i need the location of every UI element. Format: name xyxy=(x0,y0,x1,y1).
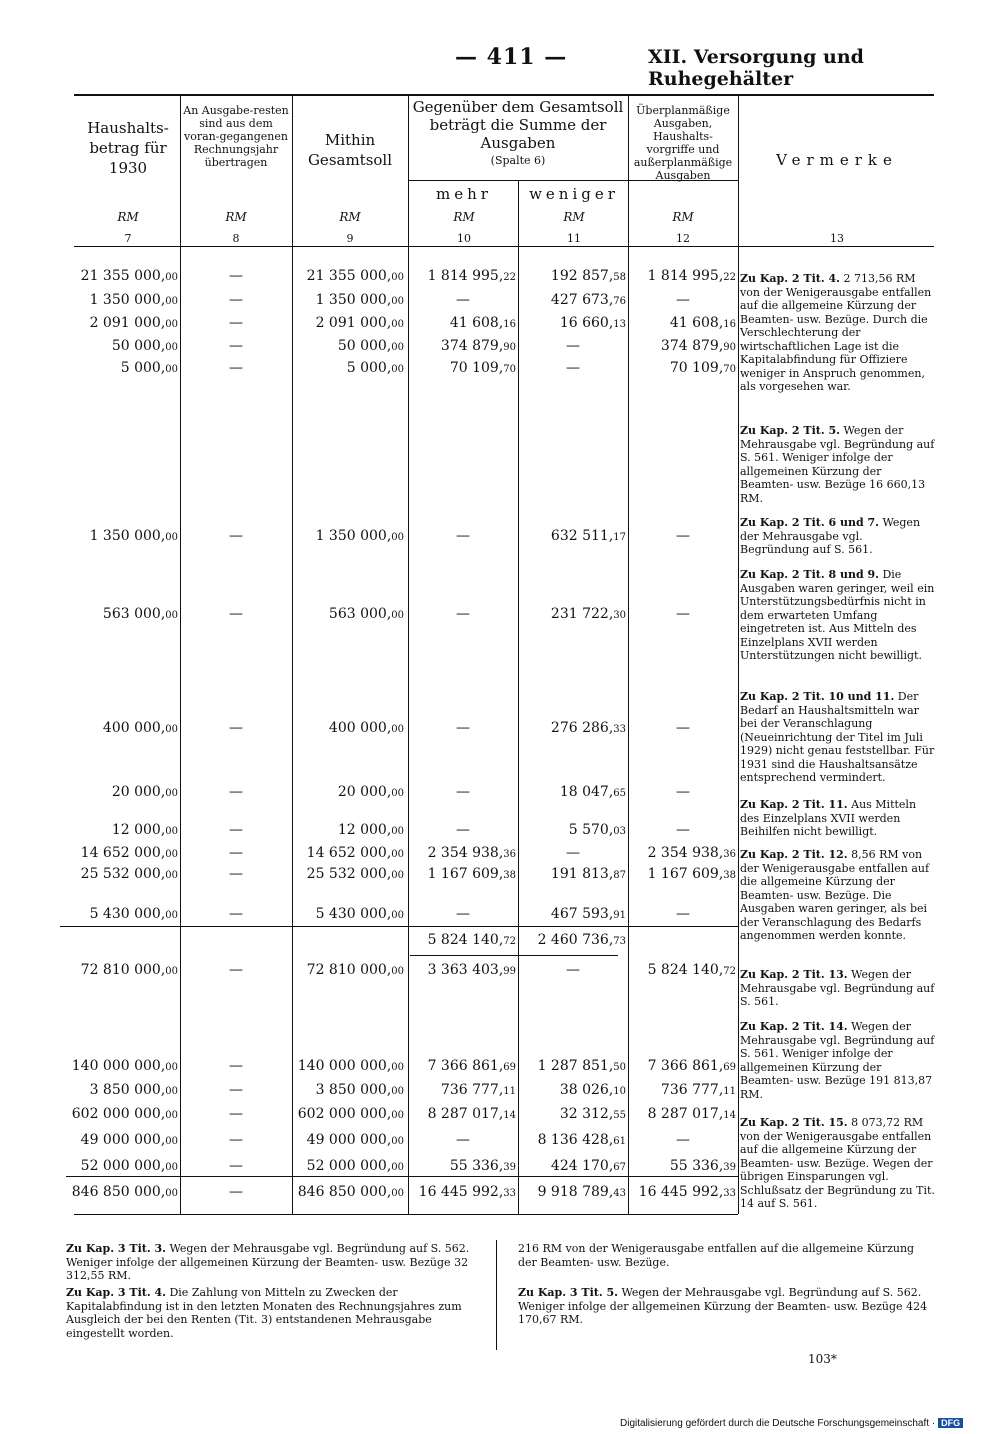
cell-c9: 25 532 000,00 xyxy=(306,866,404,882)
cell-c10: — xyxy=(456,784,470,800)
cell-c11: 38 026,10 xyxy=(559,1082,626,1098)
cell-c7: 602 000 000,00 xyxy=(71,1106,178,1122)
page-mark: 103* xyxy=(808,1352,837,1366)
cell-c8: — xyxy=(229,906,243,922)
dfg-logo: DFG xyxy=(938,1418,963,1428)
cell-c10: 70 109,70 xyxy=(449,360,516,376)
cell-c12: 70 109,70 xyxy=(669,360,736,376)
cell-c8: — xyxy=(229,268,243,284)
cell-c11: — xyxy=(566,962,580,978)
sum-rule xyxy=(60,926,180,927)
cell-c11: 32 312,55 xyxy=(559,1106,626,1122)
cell-c8: — xyxy=(229,784,243,800)
cell-c10: 8 287 017,14 xyxy=(427,1106,516,1122)
sum-rule xyxy=(180,926,738,927)
cell-c11: 1 287 851,50 xyxy=(537,1058,626,1074)
note-kap2-tit13: Zu Kap. 2 Tit. 13. Wegen der Mehrausgabe vgl. Begründung auf S. 561. xyxy=(740,968,935,1008)
col12-unit: RM xyxy=(672,210,694,224)
cell-c11: — xyxy=(566,360,580,376)
col8-unit: RM xyxy=(225,210,247,224)
cell-c11: — xyxy=(566,845,580,861)
cell-c8: — xyxy=(229,866,243,882)
col9-number: 9 xyxy=(346,232,354,245)
cell-c9: 1 350 000,00 xyxy=(315,528,404,544)
cell-c9: 5 430 000,00 xyxy=(315,906,404,922)
cell-c12: 55 336,39 xyxy=(669,1158,736,1174)
footnote-right-1: 216 RM von der Wenigerausgabe entfallen auf die allgemeine Kürzung der Beamten- usw. Bezüge. xyxy=(518,1242,915,1269)
cell-c12: — xyxy=(676,1132,690,1148)
cell-c8: — xyxy=(229,720,243,736)
note-kap2-tit12: Zu Kap. 2 Tit. 12. 8,56 RM von der Wenigerausgabe entfallen auf die allgemeine Kürzung der Beamten- usw. Bezüge. Die Ausgaben waren geringer, als bei der Veranschlagung des Bedarfs angenommen werden konnte. xyxy=(740,848,930,942)
cell-c7: 25 532 000,00 xyxy=(80,866,178,882)
cell-c7: 20 000,00 xyxy=(111,784,178,800)
cell-c11: 467 593,91 xyxy=(550,906,626,922)
cell-c7: 846 850 000,00 xyxy=(71,1184,178,1200)
table-bottom-rule xyxy=(74,1214,738,1215)
cell-c12: 8 287 017,14 xyxy=(647,1106,736,1122)
cell-c7: 50 000,00 xyxy=(111,338,178,354)
cell-c9: 50 000,00 xyxy=(337,338,404,354)
col9-unit: RM xyxy=(339,210,361,224)
cell-c10: 374 879,90 xyxy=(440,338,516,354)
cell-c12: 1 814 995,22 xyxy=(647,268,736,284)
cell-c9: 846 850 000,00 xyxy=(297,1184,404,1200)
note-kap2-tit11: Zu Kap. 2 Tit. 11. Aus Mitteln des Einzelplans XVII werden Beihilfen nicht bewilligt. xyxy=(740,798,917,838)
footnote-divider xyxy=(496,1240,497,1350)
cell-c10: 2 354 938,36 xyxy=(427,845,516,861)
cell-c10: — xyxy=(456,906,470,922)
col-sep xyxy=(292,94,293,1214)
col-sep xyxy=(518,180,519,1214)
cell-c10: — xyxy=(456,720,470,736)
cell-c10: — xyxy=(456,606,470,622)
col13-number: 13 xyxy=(830,232,844,245)
cell-c8: — xyxy=(229,528,243,544)
cell-c10: 1 167 609,38 xyxy=(427,866,516,882)
cell-c9: 20 000,00 xyxy=(337,784,404,800)
cell-c8: — xyxy=(229,338,243,354)
col7-header: Haushalts-betrag für 1930 xyxy=(87,119,169,177)
footnote-kap3-tit5: Zu Kap. 3 Tit. 5. Wegen der Mehrausgabe vgl. Begründung auf S. 562. Weniger infolge der allgemeinen Kürzung der Beamten- usw. Bezüge 424 170,67 RM. xyxy=(518,1286,928,1326)
cell-c8: — xyxy=(229,606,243,622)
cell-c8: — xyxy=(229,1058,243,1074)
cell-c7: 3 850 000,00 xyxy=(89,1082,178,1098)
cell-c8: — xyxy=(229,292,243,308)
cell-c9: 563 000,00 xyxy=(328,606,404,622)
col10-unit: RM xyxy=(453,210,475,224)
cell-c12: 1 167 609,38 xyxy=(647,866,736,882)
cell-c8: — xyxy=(229,315,243,331)
col11-number: 11 xyxy=(567,232,581,245)
col7-unit: RM xyxy=(117,210,139,224)
col10-header: mehr xyxy=(436,185,492,203)
cell-c12: 41 608,16 xyxy=(669,315,736,331)
col8-header: An Ausgabe-resten sind aus dem voran-gegangenen Rechnungsjahr übertragen xyxy=(183,104,289,169)
cell-c12: 16 445 992,33 xyxy=(638,1184,736,1200)
cell-c12: — xyxy=(676,528,690,544)
col10-11-header: Gegenüber dem Gesamtsoll beträgt die Summe der Ausgaben xyxy=(412,98,624,152)
cell-c11: — xyxy=(566,338,580,354)
cell-c8: — xyxy=(229,1158,243,1174)
cell-c7: 14 652 000,00 xyxy=(80,845,178,861)
cell-c7: 12 000,00 xyxy=(111,822,178,838)
note-kap2-tit4: Zu Kap. 2 Tit. 4. 2 713,56 RM von der Wenigerausgabe entfallen auf die allgemeine Kürzung der Beamten- usw. Bezüge. Durch die Verschlechterung der wirtschaftlichen Lage ist die Kapitalabfindung für Offiziere weniger in Anspruch genommen, als vorgesehen war. xyxy=(740,272,932,393)
subtotal-rule xyxy=(410,955,618,956)
cell-c7: 400 000,00 xyxy=(102,720,178,736)
total-rule xyxy=(180,1176,738,1177)
cell-c7: 140 000 000,00 xyxy=(71,1058,178,1074)
col9-header: Mithin Gesamtsoll xyxy=(307,131,393,169)
cell-c12: 736 777,11 xyxy=(660,1082,736,1098)
cell-c11: 427 673,76 xyxy=(550,292,626,308)
cell-c12: 7 366 861,69 xyxy=(647,1058,736,1074)
col13-header: Vermerke xyxy=(776,151,898,169)
cell-c12: — xyxy=(676,606,690,622)
cell-c10: 5 824 140,72 xyxy=(427,932,516,948)
page-title: XII. Versorgung und Ruhegehälter xyxy=(648,46,864,90)
cell-c9: 602 000 000,00 xyxy=(297,1106,404,1122)
footnote-kap3-tit3: Zu Kap. 3 Tit. 3. Wegen der Mehrausgabe vgl. Begründung auf S. 562. Weniger infolge der allgemeinen Kürzung der Beamten- usw. Bezüge 32 312,55 RM. xyxy=(66,1242,470,1282)
note-kap2-tit10-11: Zu Kap. 2 Tit. 10 und 11. Der Bedarf an Haushaltsmitteln war bei der Veranschlagung (Neueinrichtung der Titel im Juli 1929) nicht genau feststellbar. Für 1931 sind die Haushaltsansätze entsprechend vermindert. xyxy=(740,690,935,784)
footnote-kap3-tit4: Zu Kap. 3 Tit. 4. Die Zahlung von Mitteln zu Zwecken der Kapitalabfindung ist in den letzten Monaten des Rechnungsjahres zum Ausgleich der bei den Renten (Tit. 3) entstandenen Mehrausgabe eingestellt worden. xyxy=(66,1286,462,1340)
cell-c11: 632 511,17 xyxy=(550,528,626,544)
cell-c11: 2 460 736,73 xyxy=(537,932,626,948)
cell-c10: 736 777,11 xyxy=(440,1082,516,1098)
cell-c8: — xyxy=(229,1082,243,1098)
cell-c7: 52 000 000,00 xyxy=(80,1158,178,1174)
cell-c8: — xyxy=(229,1132,243,1148)
cell-c12: 374 879,90 xyxy=(660,338,736,354)
cell-c10: 16 445 992,33 xyxy=(418,1184,516,1200)
cell-c8: — xyxy=(229,1106,243,1122)
cell-c7: 5 000,00 xyxy=(120,360,178,376)
cell-c9: 1 350 000,00 xyxy=(315,292,404,308)
cell-c9: 12 000,00 xyxy=(337,822,404,838)
cell-c12: — xyxy=(676,784,690,800)
cell-c10: — xyxy=(456,1132,470,1148)
col12-header: Überplanmäßige Ausgaben, Haushalts-vorgriffe und außerplanmäßige Ausgaben xyxy=(633,104,733,182)
note-kap2-tit8-9: Zu Kap. 2 Tit. 8 und 9. Die Ausgaben waren geringer, weil ein Unterstützungsbedürfnis nicht in dem erwarteten Umfang eingetreten ist. Aus Mitteln des Einzelplans XVII werden Unterstützungen nicht bewilligt. xyxy=(740,568,935,662)
cell-c9: 72 810 000,00 xyxy=(306,962,404,978)
cell-c10: 7 366 861,69 xyxy=(427,1058,516,1074)
cell-c8: — xyxy=(229,962,243,978)
cell-c10: — xyxy=(456,822,470,838)
cell-c7: 2 091 000,00 xyxy=(89,315,178,331)
cell-c11: 18 047,65 xyxy=(559,784,626,800)
cell-c11: 231 722,30 xyxy=(550,606,626,622)
cell-c10: 55 336,39 xyxy=(449,1158,516,1174)
cell-c7: 49 000 000,00 xyxy=(80,1132,178,1148)
col-sep xyxy=(628,94,629,1214)
col8-number: 8 xyxy=(232,232,240,245)
note-kap2-tit15: Zu Kap. 2 Tit. 15. 8 073,72 RM von der Wenigerausgabe entfallen auf die allgemeine Kürzung der Beamten- usw. Bezüge. Wegen der übrigen Einsparungen vgl. Schlußsatz der Begründung zu Tit. 14 auf S. 561. xyxy=(740,1116,935,1210)
cell-c11: 191 813,87 xyxy=(550,866,626,882)
cell-c9: 49 000 000,00 xyxy=(306,1132,404,1148)
table-top-rule xyxy=(74,94,934,96)
cell-c11: 424 170,67 xyxy=(550,1158,626,1174)
page-number: — 411 — xyxy=(455,44,568,70)
cell-c9: 14 652 000,00 xyxy=(306,845,404,861)
col-sep xyxy=(180,94,181,1214)
col11-unit: RM xyxy=(563,210,585,224)
cell-c7: 1 350 000,00 xyxy=(89,292,178,308)
col7-number: 7 xyxy=(124,232,132,245)
cell-c9: 21 355 000,00 xyxy=(306,268,404,284)
cell-c7: 72 810 000,00 xyxy=(80,962,178,978)
col10-11-subheader: (Spalte 6) xyxy=(490,154,546,167)
cell-c9: 3 850 000,00 xyxy=(315,1082,404,1098)
cell-c7: 21 355 000,00 xyxy=(80,268,178,284)
total-rule xyxy=(66,1176,180,1177)
cell-c8: — xyxy=(229,1184,243,1200)
col-sep xyxy=(408,94,409,1214)
col-sep xyxy=(738,94,739,1214)
cell-c12: — xyxy=(676,906,690,922)
col10-number: 10 xyxy=(457,232,471,245)
cell-c8: — xyxy=(229,360,243,376)
cell-c11: 16 660,13 xyxy=(559,315,626,331)
header-bottom-rule xyxy=(74,246,934,247)
note-kap2-tit14: Zu Kap. 2 Tit. 14. Wegen der Mehrausgabe vgl. Begründung auf S. 561. Weniger infolge der allgemeinen Kürzung der Beamten- usw. Bezüge 191 813,87 RM. xyxy=(740,1020,935,1101)
note-kap2-tit5: Zu Kap. 2 Tit. 5. Wegen der Mehrausgabe vgl. Begründung auf S. 561. Weniger infolge der allgemeinen Kürzung der Beamten- usw. Bezüge 16 660,13 RM. xyxy=(740,424,935,505)
cell-c11: 192 857,58 xyxy=(550,268,626,284)
cell-c7: 563 000,00 xyxy=(102,606,178,622)
col12-number: 12 xyxy=(676,232,690,245)
note-kap2-tit6-7: Zu Kap. 2 Tit. 6 und 7. Wegen der Mehrausgabe vgl. Begründung auf S. 561. xyxy=(740,516,921,556)
cell-c9: 2 091 000,00 xyxy=(315,315,404,331)
cell-c9: 140 000 000,00 xyxy=(297,1058,404,1074)
dfg-credit: Digitalisierung gefördert durch die Deutsche Forschungsgemeinschaft · DFG xyxy=(620,1418,963,1429)
cell-c8: — xyxy=(229,822,243,838)
cell-c10: 1 814 995,22 xyxy=(427,268,516,284)
cell-c10: 41 608,16 xyxy=(449,315,516,331)
cell-c11: 5 570,03 xyxy=(568,822,626,838)
col11-header: weniger xyxy=(529,185,619,203)
cell-c12: — xyxy=(676,292,690,308)
cell-c9: 52 000 000,00 xyxy=(306,1158,404,1174)
cell-c10: — xyxy=(456,528,470,544)
cell-c7: 5 430 000,00 xyxy=(89,906,178,922)
cell-c11: 9 918 789,43 xyxy=(537,1184,626,1200)
cell-c12: — xyxy=(676,822,690,838)
cell-c11: 8 136 428,61 xyxy=(537,1132,626,1148)
cell-c7: 1 350 000,00 xyxy=(89,528,178,544)
cell-c8: — xyxy=(229,845,243,861)
cell-c9: 400 000,00 xyxy=(328,720,404,736)
cell-c12: 5 824 140,72 xyxy=(647,962,736,978)
cell-c11: 276 286,33 xyxy=(550,720,626,736)
cell-c10: — xyxy=(456,292,470,308)
cell-c12: 2 354 938,36 xyxy=(647,845,736,861)
cell-c9: 5 000,00 xyxy=(346,360,404,376)
cell-c10: 3 363 403,99 xyxy=(427,962,516,978)
cell-c12: — xyxy=(676,720,690,736)
